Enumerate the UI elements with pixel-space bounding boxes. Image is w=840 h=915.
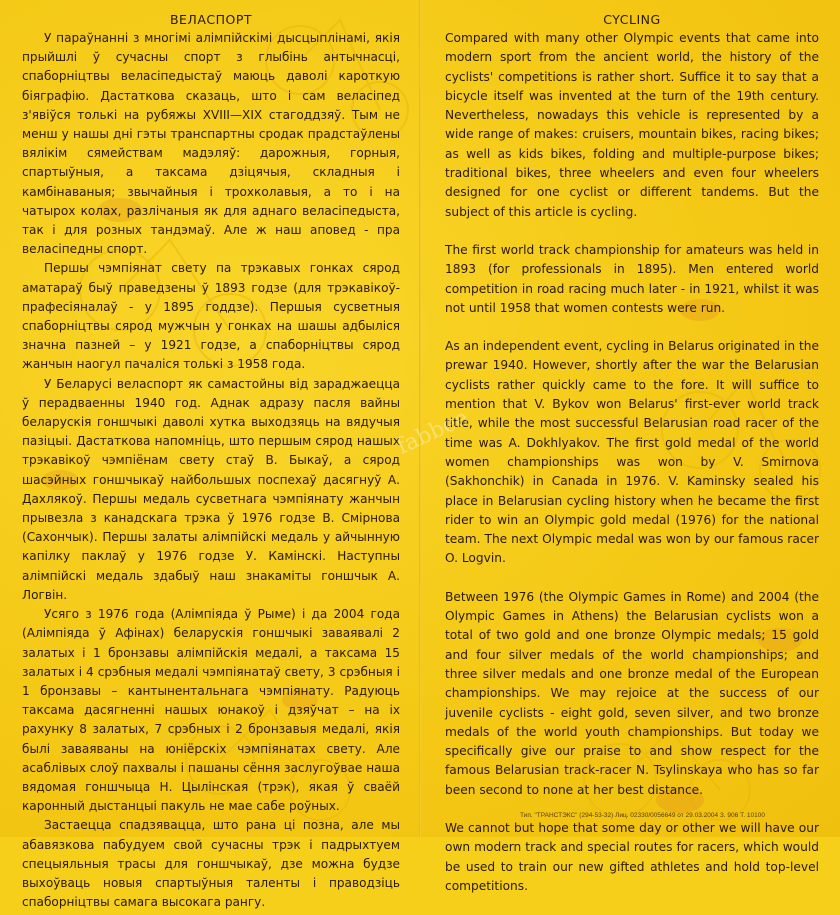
belarusian-paragraph: Усяго з 1976 года (Алімпіяда ў Рыме) і да 2004 года (Алімпіяда ў Афінах) беларускія гоншчыкі заваявалі 2 залатых і 1 бронзавы алімпійскія медалі, а таксама 15 залатых і 4 срэбныя медалі чэмпіянатаў свету, 3 срэбныя і 1 бронзавы – кантынентальнага чэмпіянату. Радуюць таксама дасягненні нашых юнакоў і дзяўчат – на іх рахунку 8 залатых, 7 срэбных і 2 бронзавыя медалі, якія былі заваяваны на юніёрскіх чэмпіянатах свету. Але асаблівых слоў пахвалы і пашаны сёння заслугоўвае наша вядомая гоншчыца Н. Цылінская (трэк), якая ў сваёй каронный дыстанцыі пакуль не мае сабе роўных. (22, 607, 400, 814)
belarusian-title: ВЕЛАСПОРТ (169, 12, 253, 27)
belarusian-paragraph: Першы чэмпіянат свету па трэкавых гонках сярод аматараў быў праведзены ў 1893 годзе (для трэкавікоў-прафесіяналаў - у 1895 годдзе). Першыя сусветныя спаборніцтвы сярод мужчын у гонках на шашы адбыліся значна пазней – у 1921 годзе, а спаборніцтвы сярод жанчын наогул пачаліся толькі з 1958 года. (22, 261, 400, 372)
english-paragraph: Compared with many other Olympic events that came into modern sport from the ancient world, the history of the cyclists' competitions is rather short. Suffice it to say that a bicycle itself was invented at the turn of the 19th century. Nevertheless, nowadays this vehicle is represented by a wide range of makes: cruisers, mountain bikes, racing bikes; as well as kids bikes, folding and multiple-purpose bikes; traditional bikes, three wheelers and even four wheelers designed for one cyclist or different tandems. But the subject of this article is cycling. (445, 31, 819, 219)
english-paragraph: The first world track championship for amateurs was held in 1893 (for professionals in 1895). Men entered world competition in road racing much later - in 1921, whilst it was not until 1958 that women contests were run. (445, 242, 819, 315)
belarusian-column (22, 12, 400, 912)
english-title: CYCLING (603, 12, 661, 27)
belarusian-paragraph: Застаецца спадзявацца, што рана ці позна, але мы абавязкова пабудуем свой сучасны трэк і падрыхтуем спецыяльныя трасы для гоншчыкаў, дзе можна будзе выхоўваць новыя спартыўныя таленты і праводзіць спаборніцтвы самага высокага рангу. (22, 818, 400, 910)
english-paragraph: We cannot but hope that some day or other we will have our own modern track and special routes for racers, which would be used to train our new gifted athletes and hold top-level competitions. (445, 820, 819, 893)
english-paragraph: Between 1976 (the Olympic Games in Rome) and 2004 (the Olympic Games in Athens) the Belarusian cyclists won a total of two gold and one bronze Olympic medals; 15 gold and four silver medals of the world championships; and three silver medals and one bronze medal of the European championships. We may rejoice at the success of our juvenile cyclists - eight gold, seven silver, and two bronze medals of the world youth championships. But today we specifically give our praise to and show respect for the famous Belarusian track-racer N. Tsylinskaya who has so far been second to none at her best distance. (445, 589, 819, 797)
english-paragraph: As an independent event, cycling in Belarus originated in the prewar 1940. However, shortly after the war the Belarusian cyclists rather quickly came to the fore. It will suffice to mention that V. Bykov won Belarus' first-ever world track title, while the most successful Belarusian road racer of the time was A. Dokhlyakov. The first gold medal of the world women championships was won by V. Smirnova (Sakhonchik) in Canada in 1976. V. Kaminsky sealed his place in Belarusian cycling history when he became the first rider to win an Olympic gold medal (1976) for the national team. The next Olympic medal was won by our famous racer O. Logvin. (445, 339, 819, 566)
belarusian-paragraph: У Беларусі веласпорт як самастойны від зараджаецца ў перадваенны 1940 год. Аднак адразу пасля вайны беларускія гоншчыкі даволі хутка выходзяць на вядучыя пазіцыі. Дастаткова напомніць, што першым сярод нашых трэкавікоў чэмпіёнам свету стаў В. Быкаў, а сярод шасэйных гоншчыкаў найбольшых поспехаў дасягнуў А. Дахлякоў. Першы медаль сусветнага чэмпіянату жанчын прывезла з канадскага трэка ў 1976 годзе В. Смірнова (Сахончык). Першы залаты алімпійскі медаль у айчынную капілку паклаў у 1976 годзе У. Камінскі. Наступны алімпійскі медаль здабыў наш знакаміты гоншчык А. Логвін. (22, 376, 400, 602)
watermark: fabbee (393, 405, 473, 460)
english-column (445, 12, 819, 915)
printer-imprint: Тип. "ТРАНСТЭКС" (294-53-32) Лиц. 02330/0056649 от 29.03.2004 З. 906 Т. 10100 (520, 812, 766, 819)
belarusian-paragraph: У параўнанні з многімі алімпійскімі дысцыплінамі, якія прыйшлі ў сучасны спорт з глыбінь антычнасці, спаборніцтвы веласіпедыстаў маюць даволі кароткую біяграфію. Дастаткова сказаць, што і сам веласіпед з'явіўся толькі на рубяжы XVIII—XIX стагоддзяў. Тым не менш у нашы дні гэты транспартны сродак прадстаўлены вялікім сямействам мадэляў: дарожныя, горныя, спартыўныя, а таксама дзіцячыя, складныя і камбінаваныя; звычайныя і трохколавыя, а то і на чатырох колах, разлічаныя як для аднаго веласіпедыста, так і для розных тандэмаў. Але ж наш аповед - пра веласіпедны спорт. (22, 31, 400, 257)
center-fold (419, 0, 421, 837)
